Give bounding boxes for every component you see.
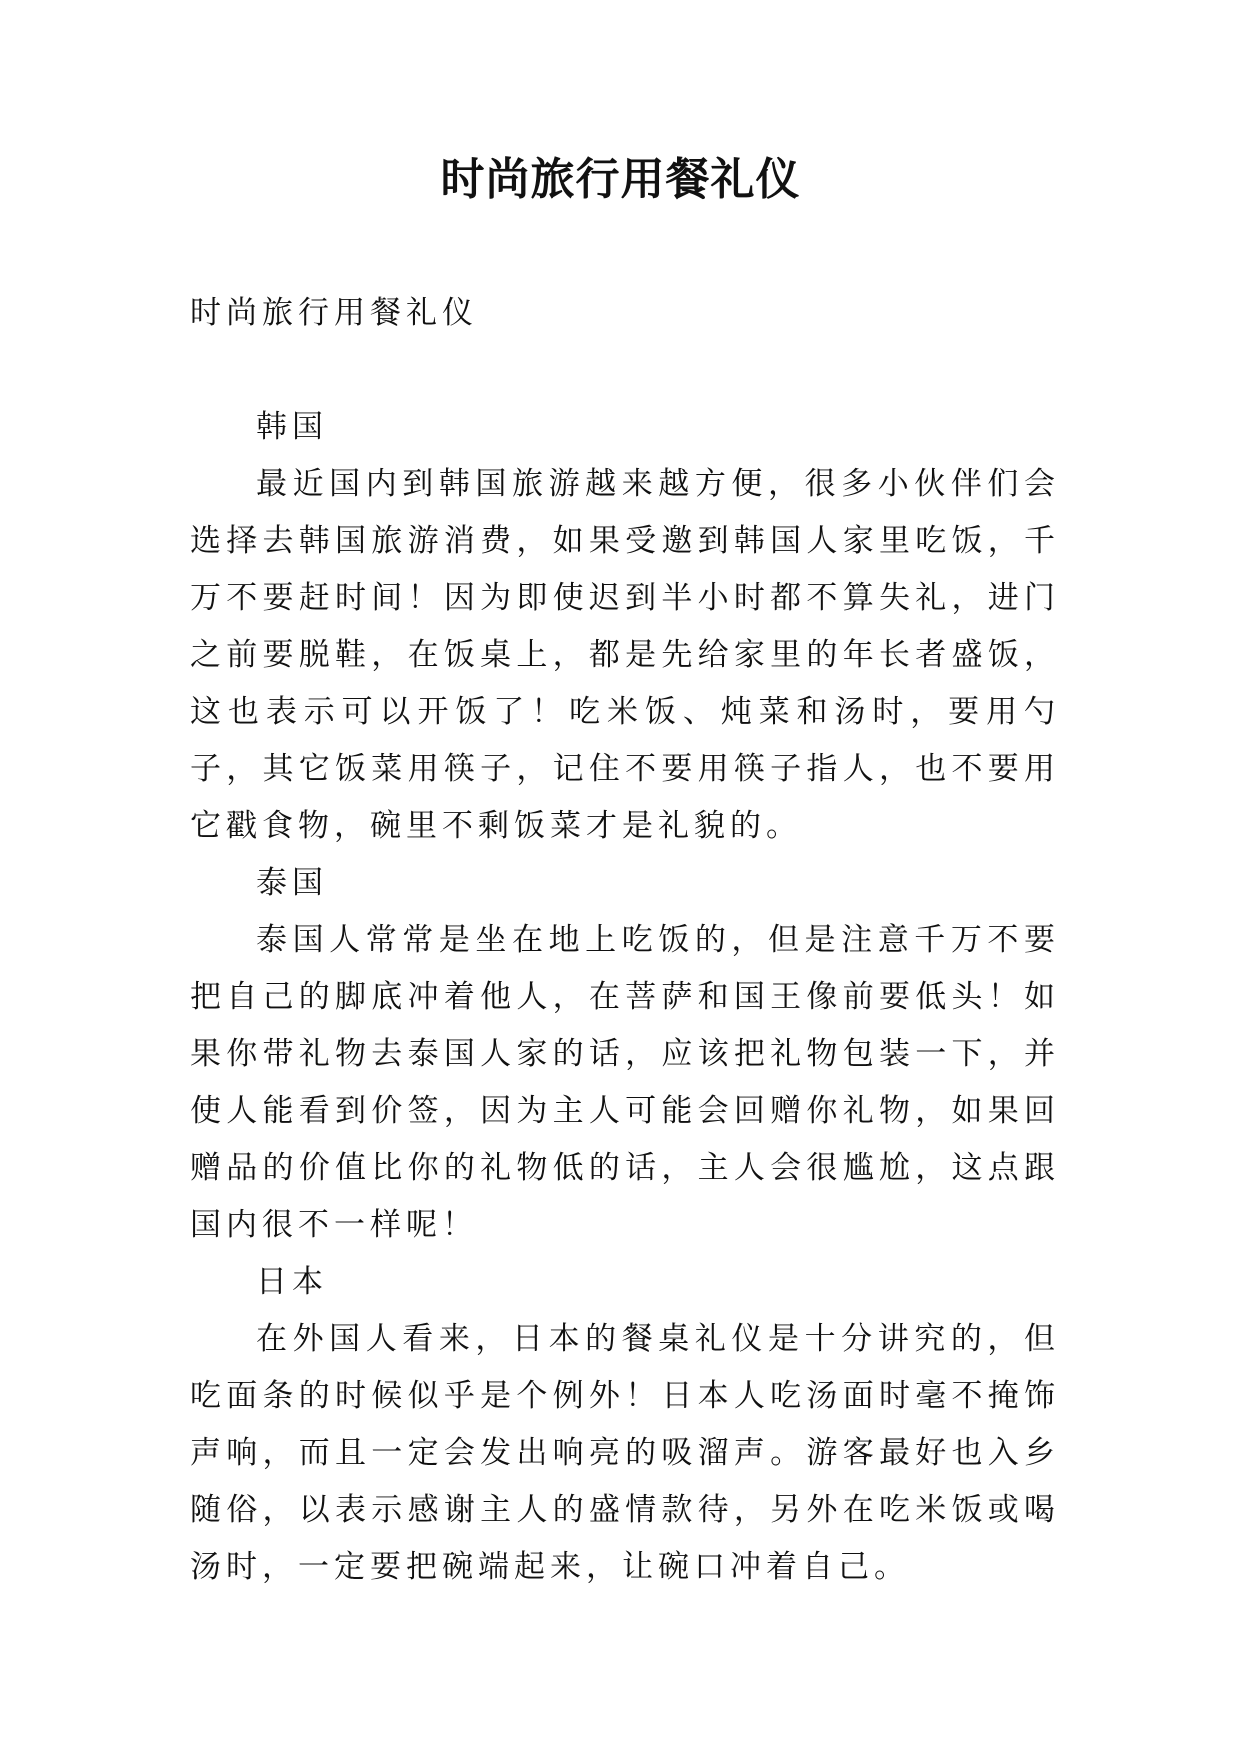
document-title: 时尚旅行用餐礼仪 bbox=[440, 154, 801, 205]
section-paragraph-japan: 在外国人看来，日本的餐桌礼仪是十分讲究的，但吃面条的时候似乎是个例外！日本人吃汤面时毫不掩饰声响，而且一定会发出响亮的吸溜声。游客最好也入乡随俗，以表示感谢主人的盛情款待，另外在吃米饭或喝汤时，一定要把碗端起来，让碗口冲着自己。 bbox=[190, 1321, 1060, 1585]
section-heading-thailand: 泰国 bbox=[256, 865, 328, 901]
document-body bbox=[190, 285, 1060, 1596]
section-paragraph-thailand: 泰国人常常是坐在地上吃饭的，但是注意千万不要把自己的脚底冲着他人，在菩萨和国王像前要低头！如果你带礼物去泰国人家的话，应该把礼物包装一下，并使人能看到价签，因为主人可能会回赠你礼物，如果回赠品的价值比你的礼物低的话，主人会很尴尬，这点跟国内很不一样呢！ bbox=[190, 922, 1060, 1243]
section-paragraph-korea: 最近国内到韩国旅游越来越方便，很多小伙伴们会选择去韩国旅游消费，如果受邀到韩国人家里吃饭，千万不要赶时间！因为即使迟到半小时都不算失礼，进门之前要脱鞋，在饭桌上，都是先给家里的年长者盛饭，这也表示可以开饭了！吃米饭、炖菜和汤时，要用勺子，其它饭菜用筷子，记住不要用筷子指人，也不要用它戳食物，碗里不剩饭菜才是礼貌的。 bbox=[190, 466, 1060, 844]
section-heading-korea: 韩国 bbox=[256, 409, 328, 445]
section-heading-japan: 日本 bbox=[256, 1264, 328, 1300]
document-subtitle: 时尚旅行用餐礼仪 bbox=[190, 295, 478, 331]
